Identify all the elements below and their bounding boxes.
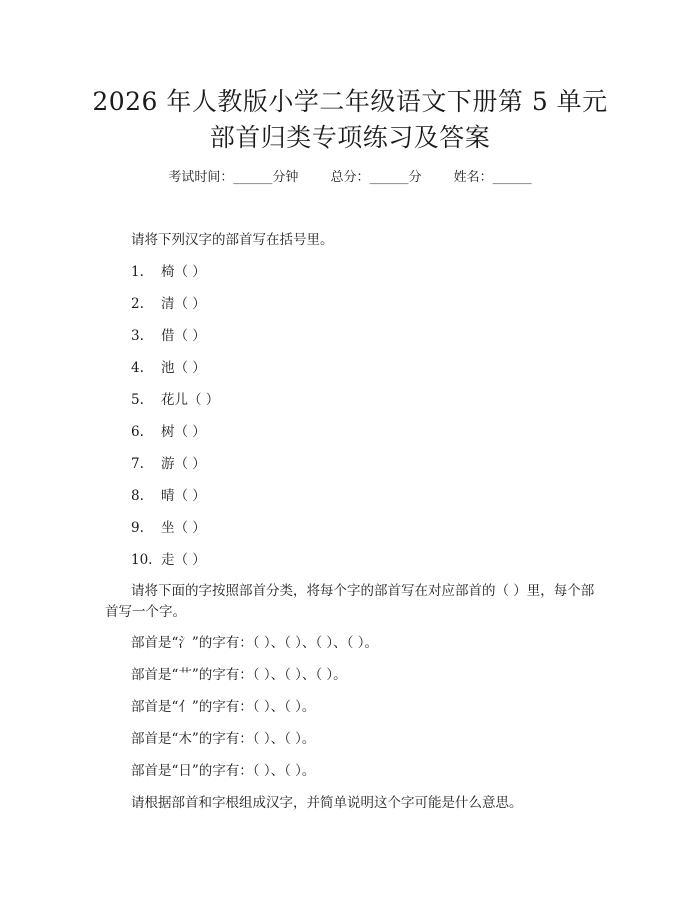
list-item: [131, 359, 206, 377]
list-item: [131, 455, 206, 473]
item-text: 椅（ ）: [161, 264, 206, 280]
item-number: 1.: [131, 264, 144, 280]
item-text: 坐（ ）: [161, 520, 206, 536]
category-row: 部首是“艹”的字有：（ ）、（ ）、（ ）。: [131, 667, 347, 683]
item-text: 晴（ ）: [161, 488, 206, 504]
item-number: 10.: [131, 552, 153, 568]
list-item: [131, 551, 206, 569]
list-item: [131, 391, 219, 409]
list-item: [131, 295, 206, 313]
list-item: [131, 423, 206, 441]
total-score-field: 总分：______分: [330, 170, 422, 185]
list-item: [131, 327, 206, 345]
section1-instruction: 请将下列汉字的部首写在括号里。: [131, 232, 334, 248]
exam-meta: [0, 169, 700, 187]
item-number: 5.: [131, 392, 144, 408]
item-number: 8.: [131, 488, 144, 504]
category-row: 部首是“木”的字有：（ ）、（ ）。: [131, 731, 316, 747]
item-text: 花儿（ ）: [161, 392, 220, 408]
item-text: 走（ ）: [161, 552, 206, 568]
item-text: 树（ ）: [161, 424, 206, 440]
list-item: [131, 519, 206, 537]
category-row: 部首是“氵”的字有：（ ）、（ ）、（ ）、（ ）。: [131, 635, 378, 651]
exam-time-field: 考试时间：______分钟: [168, 170, 299, 185]
section2-instruction: 请将下面的字按照部首分类，将每个字的部首写在对应部首的（ ）里，每个部首写一个字。: [105, 583, 595, 620]
list-item: [131, 487, 206, 505]
item-text: 游（ ）: [161, 456, 206, 472]
item-text: 清（ ）: [161, 296, 206, 312]
item-text: 借（ ）: [161, 328, 206, 344]
item-number: 6.: [131, 424, 144, 440]
title-line-1: 2026 年人教版小学二年级语文下册第 5 单元: [92, 87, 608, 116]
item-number: 2.: [131, 296, 144, 312]
section3-instruction: 请根据部首和字根组成汉字，并简单说明这个字可能是什么意思。: [131, 795, 523, 811]
list-item: [131, 263, 206, 281]
name-field: 姓名：______: [453, 170, 532, 185]
item-text: 池（ ）: [161, 360, 206, 376]
title-line-2: 部首归类专项练习及答案: [209, 123, 491, 152]
category-row: 部首是“亻”的字有：（ ）、（ ）。: [131, 699, 316, 715]
item-number: 3.: [131, 328, 144, 344]
item-number: 7.: [131, 456, 144, 472]
item-number: 9.: [131, 520, 144, 536]
category-row: 部首是“日”的字有：（ ）、（ ）。: [131, 763, 316, 779]
item-number: 4.: [131, 360, 144, 376]
